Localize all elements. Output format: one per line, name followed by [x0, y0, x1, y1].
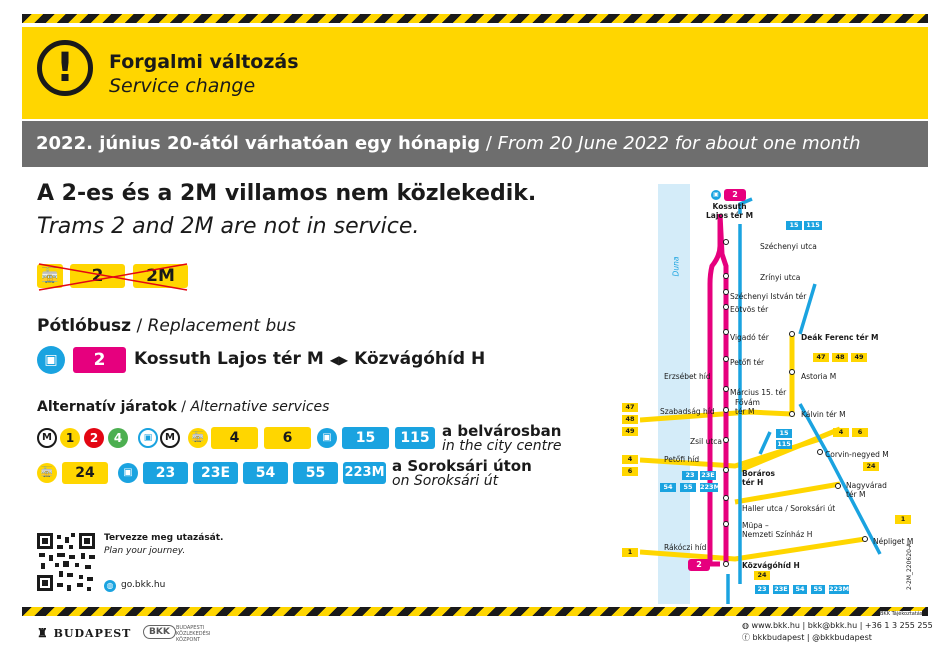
- map-boraros-bus-23: 23: [682, 471, 698, 480]
- map-deak-tram-47: 47: [813, 353, 829, 362]
- map-stop-zrinyi: Zrínyi utca: [760, 273, 801, 282]
- tram-icon-row2: 🚋: [37, 463, 57, 483]
- bus-icon-row2: ▣: [118, 463, 138, 483]
- map-bridge-szabadsag: Szabadság híd: [660, 407, 715, 416]
- map-kozvagohid-bus-54: 54: [793, 585, 807, 594]
- banner-title-en: Service change: [109, 75, 256, 97]
- map-stop-kozvagohid: Közvágóhíd H: [742, 561, 800, 570]
- tram-line-4: 4: [211, 427, 258, 449]
- map-nepliget-tram-1: 1: [895, 515, 911, 524]
- map-stop-szechenyi-u: Széchenyi utca: [760, 242, 817, 251]
- replacement-title: [37, 316, 296, 336]
- row1-text-hu: a belvárosban: [442, 422, 562, 440]
- row2-text-en: on Soroksári út: [392, 473, 499, 489]
- plan-text-hu: Tervezze meg utazását.: [104, 533, 224, 543]
- map-boraros-bus-55: 55: [680, 483, 696, 492]
- map-szabadsag-tram-49: 49: [622, 427, 638, 436]
- hazard-stripe-top: [22, 14, 928, 23]
- row1-text-en: in the city centre: [442, 438, 562, 454]
- period-separator: /: [480, 133, 498, 154]
- footer-social: [742, 632, 872, 643]
- map-deak-tram-49: 49: [851, 353, 867, 362]
- bus-line-223m: 223M: [343, 462, 386, 484]
- map-bridge-petofi: Petőfi híd: [664, 455, 700, 464]
- footer-bkk-sub: BUDAPESTI KÖZLEKEDÉSI KÖZPONT: [176, 625, 211, 643]
- map-stop-nepliget: Népliget M: [873, 537, 914, 546]
- period-hu: 2022. június 20-ától várhatóan egy hónapig: [36, 133, 481, 154]
- metro-icon: M: [37, 428, 57, 448]
- map-line-2-bottom: 2: [688, 559, 710, 571]
- headline-hu: A 2-es és a 2M villamos nem közlekedik.: [37, 181, 537, 206]
- map-top-bus-115: 115: [804, 221, 822, 230]
- bkk-logo-text: BKK: [149, 627, 170, 637]
- metro-line-1: 1: [60, 428, 80, 448]
- plan-url[interactable]: go.bkk.hu: [121, 580, 166, 590]
- route-from: Kossuth Lajos tér M: [134, 349, 324, 369]
- map-szabadsag-tram-47: 47: [622, 403, 638, 412]
- map-stop-marcius: Március 15. tér: [730, 388, 787, 397]
- service-change-banner: [22, 27, 928, 119]
- qr-code[interactable]: [37, 533, 95, 591]
- footer-budapest-text: BUDAPEST: [53, 627, 132, 640]
- hazard-stripe-bottom: [22, 607, 928, 616]
- map-deak-tram-48: 48: [832, 353, 848, 362]
- facebook-icon: ⓕ: [742, 633, 750, 642]
- replacement-label-en: Replacement bus: [147, 316, 296, 336]
- period-en: From 20 June 2022 for about one month: [497, 133, 861, 154]
- map-kozvagohid-bus-23e: 23E: [774, 585, 788, 593]
- strike-cross: [37, 262, 189, 292]
- map-szabadsag-tram-48: 48: [622, 415, 638, 424]
- suspended-lines: [37, 262, 189, 292]
- footer-small-tag: BKK Tájékoztatás: [880, 611, 923, 617]
- replacement-label-hu: Pótlóbusz: [37, 316, 132, 336]
- map-corvin-tram-6: 6: [852, 428, 868, 437]
- plan-text-en: Plan your journey.: [104, 546, 186, 556]
- map-stop-astoria: Astoria M: [801, 372, 837, 381]
- route-to: Közvágóhíd H: [354, 349, 486, 369]
- map-top-bus-15: 15: [786, 221, 802, 230]
- replacement-line-2: 2: [73, 347, 126, 373]
- route-arrows: ◀▶: [329, 353, 349, 367]
- map-line-2-top: 2: [724, 189, 746, 201]
- map-rakoczi-tram-1: 1: [622, 548, 638, 557]
- budapest-crest-icon: ♜: [37, 626, 49, 640]
- map-fovam-bus-115: 115: [777, 440, 791, 448]
- map-stop-eotvos: Eötvös tér: [730, 305, 769, 314]
- map-stop-szechenyi-ter: Széchenyi István tér: [730, 292, 807, 301]
- tram-icon-row1: 🚋: [188, 428, 208, 448]
- tram-icon: 🚋: [41, 268, 59, 284]
- footer-contact: [742, 621, 933, 630]
- bus-line-23e: 23E: [193, 462, 238, 484]
- map-kozvagohid-bus-55: 55: [811, 585, 825, 594]
- map-stop-mupa: Müpa – Nemzeti Színház H: [742, 521, 813, 539]
- tram-line-6: 6: [264, 427, 311, 449]
- map-bridge-erzsebet: Erzsébet híd: [664, 372, 711, 381]
- web-icon: ◍: [742, 621, 749, 630]
- map-kozvagohid-bus-223m: 223M: [829, 585, 850, 593]
- map-kozvagohid-bus-23: 23: [755, 585, 769, 594]
- map-stop-deak: Deák Ferenc tér M: [801, 333, 879, 342]
- replacement-route: [134, 349, 485, 369]
- map-nagyvarad-tram-24: 24: [863, 462, 879, 471]
- bus-line-115: 115: [395, 427, 435, 449]
- map-bridge-rakoczi: Rákóczi híd: [664, 543, 707, 552]
- bus-line-54: 54: [243, 462, 288, 484]
- bus-line-23: 23: [143, 462, 188, 484]
- map-stop-kalvin: Kálvin tér M: [801, 410, 846, 419]
- map-stop-fovam: Fővám tér M: [735, 398, 760, 416]
- map-corvin-tram-4: 4: [833, 428, 849, 437]
- metro-line-2: 2: [84, 428, 104, 448]
- map-petofi-tram-6: 6: [622, 467, 638, 476]
- map-boraros-bus-223m: 223M: [700, 483, 721, 491]
- footer-social-text: bkkbudapest | @bkkbudapest: [752, 633, 872, 642]
- map-kozvagohid-tram-24: 24: [754, 571, 770, 580]
- map-boraros-bus-54: 54: [660, 483, 676, 492]
- bus-line-55: 55: [293, 462, 338, 484]
- bus-line-15: 15: [342, 427, 389, 449]
- map-stop-kossuth: Kossuth Lajos tér M: [706, 202, 754, 220]
- suspended-line-2m: 2M: [133, 264, 188, 288]
- map-stop-haller: Haller utca / Soroksári út: [742, 504, 836, 513]
- danube-river: [658, 184, 690, 604]
- map-stop-boraros: Boráros tér H: [742, 469, 775, 487]
- map-boraros-bus-23e: 23E: [701, 471, 715, 479]
- alternatives-label-en: Alternative services: [190, 399, 330, 415]
- bus-icon-circle: ▣: [37, 346, 65, 374]
- map-code: 2-2M_220620-A: [906, 542, 913, 590]
- tram-line-24: 24: [62, 462, 108, 484]
- map-river-label: Duna: [671, 256, 681, 277]
- bus-icon-row1: ▣: [317, 428, 337, 448]
- globe-icon: ◍: [104, 580, 116, 592]
- map-stop-petofi: Petőfi tér: [730, 358, 765, 367]
- map-petofi-tram-4: 4: [622, 455, 638, 464]
- warning-icon: !: [37, 40, 93, 96]
- alternatives-sep: /: [176, 399, 191, 415]
- footer-budapest: [37, 626, 131, 640]
- metro-icon-2: M: [160, 428, 180, 448]
- suspended-line-2: 2: [70, 264, 125, 288]
- headline-en: Trams 2 and 2M are not in service.: [37, 214, 420, 239]
- map-bus-icon-top: ▣: [711, 190, 721, 200]
- metro-line-4: 4: [108, 428, 128, 448]
- map-stop-corvin: Corvin-negyed M: [825, 450, 889, 459]
- banner-title-hu: Forgalmi változás: [109, 51, 299, 73]
- map-stop-nagyvarad: Nagyvárad tér M: [846, 481, 887, 499]
- map-stop-vigado: Vigadó tér: [730, 333, 769, 342]
- bus-icon: ▣: [138, 428, 158, 448]
- map-stop-zsil: Zsil utca: [690, 437, 723, 446]
- alternatives-label-hu: Alternatív járatok: [37, 399, 177, 415]
- replacement-sep: /: [131, 316, 148, 336]
- alternatives-title: [37, 399, 329, 415]
- period-bar: [22, 121, 928, 167]
- footer-bkk-logo: [143, 625, 176, 639]
- row2-text-hu: a Soroksári úton: [392, 457, 532, 475]
- footer-contact-text: www.bkk.hu | bkk@bkk.hu | +36 1 3 255 255: [751, 621, 933, 630]
- map-fovam-bus-15: 15: [776, 429, 792, 438]
